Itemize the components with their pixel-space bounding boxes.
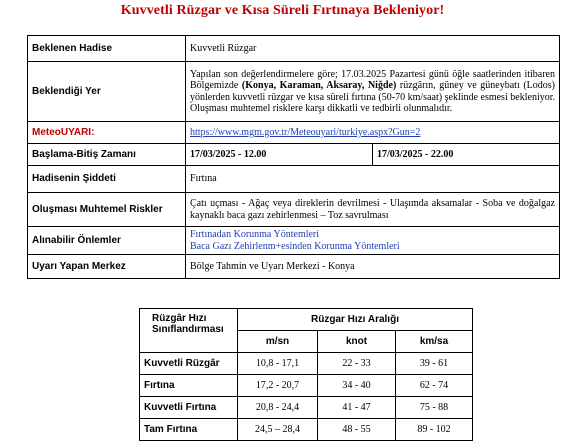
row-zaman — [28, 144, 560, 166]
wind-speed-table — [139, 308, 473, 441]
row-hadise — [28, 36, 560, 62]
label-onlemler: Alınabilir Önlemler — [28, 227, 186, 255]
speed-range-header: Rüzgar Hızı Aralığı — [238, 309, 473, 331]
row-merkez — [28, 255, 560, 279]
unit-knot: knot — [318, 331, 396, 353]
value-riskler: Çatı uçması - Ağaç veya direklerin devrilmesi - Ulaşımda aksamalar - Soba ve doğalgaz kaynaklı baca gazı zehirlenmesi – Toz savrulması — [186, 193, 560, 227]
row-siddet — [28, 166, 560, 193]
value-end: 17/03/2025 - 22.00 — [373, 144, 560, 166]
value-siddet: Fırtına — [186, 166, 560, 193]
warning-table — [27, 35, 560, 279]
unit-ms: m/sn — [238, 331, 318, 353]
value-kmh: 75 - 88 — [396, 397, 473, 419]
value-yer — [186, 62, 560, 122]
value-ms: 10,8 - 17,1 — [238, 353, 318, 375]
value-onlemler — [186, 227, 560, 255]
row-yer — [28, 62, 560, 122]
row-onlemler — [28, 227, 560, 255]
yer-provinces: (Konya, Karaman, Aksaray, Niğde) — [241, 80, 397, 92]
label-siddet: Hadisenin Şiddeti — [28, 166, 186, 193]
onlem-link-firtina[interactable]: Fırtınadan Korunma Yöntemleri — [190, 229, 320, 241]
value-knot: 41 - 47 — [318, 397, 396, 419]
onlem-link-baca-gazi[interactable]: Baca Gazı Zehirlenm+esinden Korunma Yöntemleri — [190, 240, 400, 252]
value-start: 17/03/2025 - 12.00 — [186, 144, 373, 166]
value-knot: 22 - 33 — [318, 353, 396, 375]
row-riskler — [28, 193, 560, 227]
yer-text-2: rüzgârın, güney ve güneybatı (Lodos) yönlerden kuvvetli rüzgar ve kısa süreli fırtına (50-70 km/saat) şeklinde esmesi bekleniyor. Oluşması muhtemel risklere karşı dikkatli ve tedbirli olunmalıdır. — [190, 80, 555, 114]
label-riskler: Oluşması Muhtemel Riskler — [28, 193, 186, 227]
value-ms: 20,8 - 24,4 — [238, 397, 318, 419]
table-row — [140, 353, 473, 375]
class-name: Kuvvetli Rüzgâr — [140, 353, 238, 375]
value-ms: 17,2 - 20,7 — [238, 375, 318, 397]
label-zaman: Başlama-Bitiş Zamanı — [28, 144, 186, 166]
label-merkez: Uyarı Yapan Merkez — [28, 255, 186, 279]
class-name: Fırtına — [140, 375, 238, 397]
row-meteo — [28, 122, 560, 144]
label-yer: Beklendiği Yer — [28, 62, 186, 122]
value-knot: 34 - 40 — [318, 375, 396, 397]
label-hadise: Beklenen Hadise — [28, 36, 186, 62]
unit-kmh: km/sa — [396, 331, 473, 353]
meteouyari-link[interactable]: https://www.mgm.gov.tr/Meteouyari/turkiye.aspx?Gun=2 — [190, 126, 421, 138]
label-meteo: MeteoUYARI: — [28, 122, 186, 144]
value-knot: 48 - 55 — [318, 419, 396, 441]
table-row — [140, 397, 473, 419]
class-name: Kuvvetli Fırtına — [140, 397, 238, 419]
value-merkez: Bölge Tahmin ve Uyarı Merkezi - Konya — [186, 255, 560, 279]
speed-header-row — [140, 309, 473, 331]
page-title: Kuvvetli Rüzgar ve Kısa Süreli Fırtınaya Bekleniyor! — [120, 3, 445, 18]
value-kmh: 39 - 61 — [396, 353, 473, 375]
table-row — [140, 375, 473, 397]
value-kmh: 89 - 102 — [396, 419, 473, 441]
value-kmh: 62 - 74 — [396, 375, 473, 397]
class-name: Tam Fırtına — [140, 419, 238, 441]
value-hadise: Kuvvetli Rüzgar — [186, 36, 560, 62]
yer-text-1: Yapılan son değerlendirmelere göre; 17.03.2025 Pazartesi günü öğle saatlerinden itibaren Bölgemizde — [190, 69, 555, 92]
speed-class-header: Rüzgâr Hızı Sınıflandırması — [140, 309, 238, 353]
value-ms: 24,5 – 28,4 — [238, 419, 318, 441]
value-meteo — [186, 122, 560, 144]
table-row — [140, 419, 473, 441]
